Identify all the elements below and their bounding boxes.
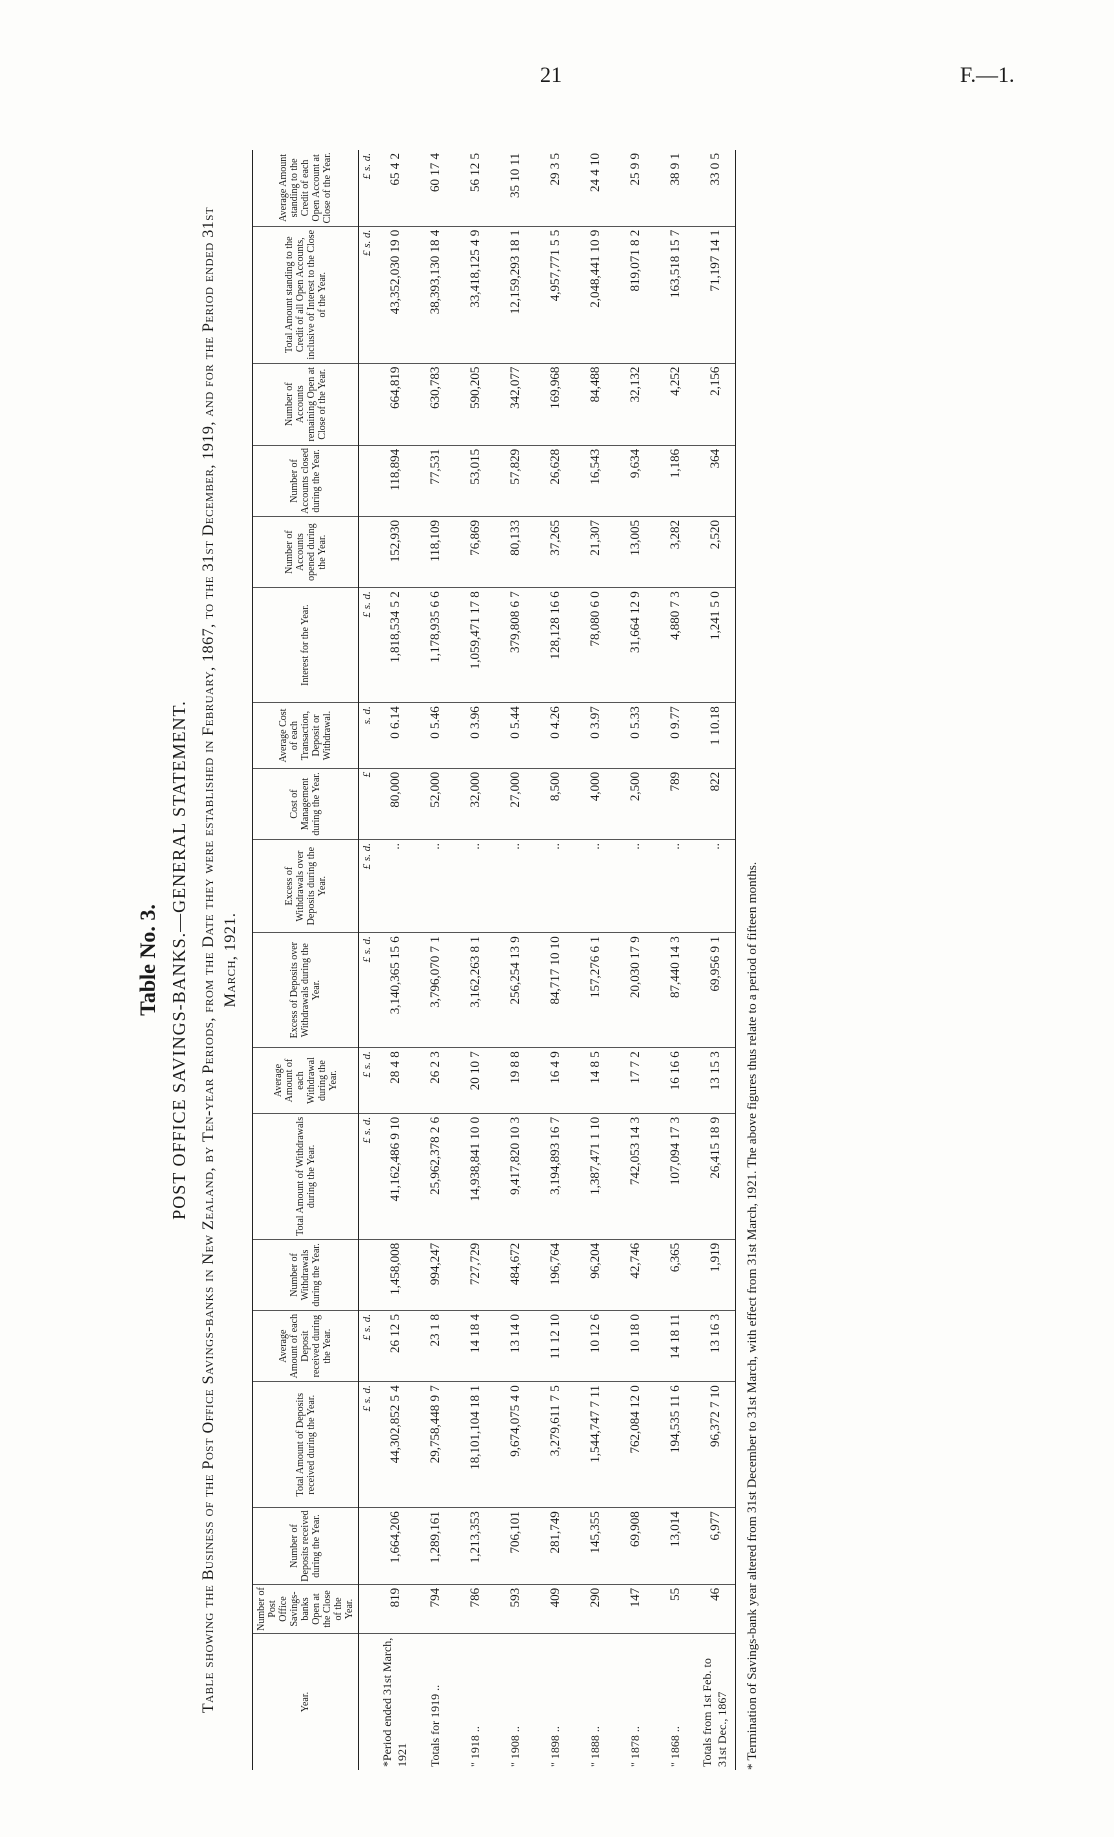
column-header: Year. <box>253 1634 359 1770</box>
unit-cell <box>359 517 376 588</box>
table-cell: 1,818,534 5 2 <box>375 588 415 703</box>
table-cell: 69,908 <box>615 1508 655 1585</box>
table-cell: 65 4 2 <box>375 150 415 226</box>
header-row <box>253 150 359 1770</box>
table-cell: 16 16 6 <box>655 1048 695 1114</box>
table-cell: 3,796,070 7 1 <box>415 933 455 1048</box>
table-cell: 0 3.97 <box>575 703 615 769</box>
table-cell: 409 <box>535 1584 575 1633</box>
table-cell: 379,808 6 7 <box>495 588 535 703</box>
table-cell: 32,132 <box>615 363 655 445</box>
table-cell: 32,000 <box>455 768 495 839</box>
table-cell: 4,957,771 5 5 <box>535 226 575 363</box>
table-cell: .. <box>415 840 455 933</box>
unit-cell <box>359 1634 376 1770</box>
table-cell: 9,674,075 4 0 <box>495 1382 535 1508</box>
table-row <box>415 150 455 1770</box>
column-header: Number of Post Office Savings-banks Open at the Close of the Year. <box>253 1584 359 1633</box>
unit-cell: s. d. <box>359 703 376 769</box>
table-cell: 0 4.26 <box>535 703 575 769</box>
table-cell: 13 16 3 <box>695 1311 736 1382</box>
table-cell: 16 4 9 <box>535 1048 575 1114</box>
table-cell: 742,053 14 3 <box>615 1113 655 1239</box>
table-cell: 364 <box>695 445 736 516</box>
table-cell: 819,071 8 2 <box>615 226 655 363</box>
table-cell: 163,518 15 7 <box>655 226 695 363</box>
table-number: Table No. 3. <box>135 904 160 1016</box>
table-cell: 593 <box>495 1584 535 1633</box>
column-header: Number of Deposits received during the Year. <box>253 1508 359 1585</box>
table-cell: 16,543 <box>575 445 615 516</box>
table-cell: 25 9 9 <box>615 150 655 226</box>
table-cell: 43,352,030 19 0 <box>375 226 415 363</box>
table-cell: 2,520 <box>695 517 736 588</box>
table-cell: 35 10 11 <box>495 150 535 226</box>
table-cell: .. <box>375 840 415 933</box>
table-cell: 590,205 <box>455 363 495 445</box>
table-cell: 994,247 <box>415 1239 455 1310</box>
table-cell: 3,282 <box>655 517 695 588</box>
table-row <box>375 150 415 1770</box>
table-cell: 78,080 6 0 <box>575 588 615 703</box>
table-cell: 14 18 11 <box>655 1311 695 1382</box>
table-cell: 169,968 <box>535 363 575 445</box>
table-cell: 41,162,486 9 10 <box>375 1113 415 1239</box>
table-cell: 52,000 <box>415 768 455 839</box>
table-cell: 0 5.33 <box>615 703 655 769</box>
table-cell: 664,819 <box>375 363 415 445</box>
savings-bank-table <box>252 150 736 1770</box>
table-cell: 26 12 5 <box>375 1311 415 1382</box>
table-cell: 4,880 7 3 <box>655 588 695 703</box>
table-cell: 33 0 5 <box>695 150 736 226</box>
table-cell: 14,938,841 10 0 <box>455 1113 495 1239</box>
column-header: Number of Accounts closed during the Year. <box>253 445 359 516</box>
unit-cell: £ <box>359 768 376 839</box>
table-cell: 13,014 <box>655 1508 695 1585</box>
table-cell: 794 <box>415 1584 455 1633</box>
unit-cell: £ s. d. <box>359 1048 376 1114</box>
table-cell: 9,634 <box>615 445 655 516</box>
table-cell: 20 10 7 <box>455 1048 495 1114</box>
table-row <box>615 150 655 1770</box>
table-cell: 6,365 <box>655 1239 695 1310</box>
table-cell: 23 1 8 <box>415 1311 455 1382</box>
row-label: " 1868 .. <box>667 1726 682 1767</box>
table-cell: .. <box>615 840 655 933</box>
table-cell: 6,977 <box>695 1508 736 1585</box>
table-cell: 1,289,161 <box>415 1508 455 1585</box>
table-cell: 4,252 <box>655 363 695 445</box>
table-row <box>575 150 615 1770</box>
table-cell: 21,307 <box>575 517 615 588</box>
table-cell: 10 12 6 <box>575 1311 615 1382</box>
unit-cell: £ s. d. <box>359 840 376 933</box>
table-cell: 3,162,263 8 1 <box>455 933 495 1048</box>
table-cell: 84,717 10 10 <box>535 933 575 1048</box>
table-cell: 822 <box>695 768 736 839</box>
table-cell: 14 8 5 <box>575 1048 615 1114</box>
column-header: Number of Withdrawals during the Year. <box>253 1239 359 1310</box>
table-cell: 1,186 <box>655 445 695 516</box>
table-cell: 9,417,820 10 3 <box>495 1113 535 1239</box>
table-cell: 77,531 <box>415 445 455 516</box>
table-cell: 20,030 17 9 <box>615 933 655 1048</box>
unit-cell <box>359 363 376 445</box>
table-cell: 56 12 5 <box>455 150 495 226</box>
table-cell: 1,458,008 <box>375 1239 415 1310</box>
footnote: * Termination of Savings-bank year altered from 31st December to 31st March, with effect from 31st March, 1921. The above figures thus relate to a period of fifteen months. <box>744 861 759 1770</box>
table-row <box>655 150 695 1770</box>
table-cell: 1,919 <box>695 1239 736 1310</box>
table-cell: 13,005 <box>615 517 655 588</box>
table-cell: 87,440 14 3 <box>655 933 695 1048</box>
table-cell: 10 18 0 <box>615 1311 655 1382</box>
column-header: Number of Accounts opened during the Year. <box>253 517 359 588</box>
table-cell: 19 8 8 <box>495 1048 535 1114</box>
table-cell: 55 <box>655 1584 695 1633</box>
table-cell: 38,393,130 18 4 <box>415 226 455 363</box>
table-cell: 0 3.96 <box>455 703 495 769</box>
table-cell: 46 <box>695 1584 736 1633</box>
table-cell: 128,128 16 6 <box>535 588 575 703</box>
unit-cell <box>359 1508 376 1585</box>
table-cell: 1,059,471 17 8 <box>455 588 495 703</box>
column-header: Average Amount of each Withdrawal during the Year. <box>253 1048 359 1114</box>
table-cell: 630,783 <box>415 363 455 445</box>
table-cell: 1,178,935 6 6 <box>415 588 455 703</box>
table-cell: 1,241 5 0 <box>695 588 736 703</box>
table-cell: 31,664 12 9 <box>615 588 655 703</box>
table-cell: 71,197 14 1 <box>695 226 736 363</box>
table-cell: .. <box>655 840 695 933</box>
row-label: *Period ended 31st March, 1921 <box>380 1637 409 1767</box>
table-cell: 60 17 4 <box>415 150 455 226</box>
table-cell: 27,000 <box>495 768 535 839</box>
unit-cell: £ s. d. <box>359 1113 376 1239</box>
table-row <box>455 150 495 1770</box>
table-description: Table showing the Business of the Post Office Savings-banks in New Zealand, by Ten-year Periods, from the Date they were established in February, 1867, to the 31st December, 1919, and for the Period ended 31st March, 1921. <box>200 206 239 1714</box>
table-cell: 26 2 3 <box>415 1048 455 1114</box>
unit-cell <box>359 1584 376 1633</box>
table-cell: 107,094 17 3 <box>655 1113 695 1239</box>
unit-cell: £ s. d. <box>359 1382 376 1508</box>
table-cell: 26,415 18 9 <box>695 1113 736 1239</box>
table-cell: 24 4 10 <box>575 150 615 226</box>
table-cell: 1 10.18 <box>695 703 736 769</box>
column-header: Total Amount of Withdrawals during the Year. <box>253 1113 359 1239</box>
table-cell: 118,894 <box>375 445 415 516</box>
column-header: Excess of Withdrawals over Deposits during the Year. <box>253 840 359 933</box>
table-cell: 786 <box>455 1584 495 1633</box>
rotated-table-block <box>135 150 1114 1770</box>
table-cell: 29,758,448 9 7 <box>415 1382 455 1508</box>
table-cell: 0 9.77 <box>655 703 695 769</box>
table-cell: 727,729 <box>455 1239 495 1310</box>
unit-cell: £ s. d. <box>359 933 376 1048</box>
column-header: Interest for the Year. <box>253 588 359 703</box>
page-code: F.—1. <box>960 62 1015 87</box>
table-cell: 1,213,353 <box>455 1508 495 1585</box>
column-header: Excess of Deposits over Withdrawals during the Year. <box>253 933 359 1048</box>
row-label: " 1918 .. <box>467 1726 482 1767</box>
table-cell: 26,628 <box>535 445 575 516</box>
table-cell: 3,279,611 7 5 <box>535 1382 575 1508</box>
table-cell: .. <box>575 840 615 933</box>
table-cell: 8,500 <box>535 768 575 839</box>
table-row <box>535 150 575 1770</box>
table-cell: 13 15 3 <box>695 1048 736 1114</box>
table-cell: 4,000 <box>575 768 615 839</box>
table-cell: 0 6.14 <box>375 703 415 769</box>
table-cell: 1,544,747 7 11 <box>575 1382 615 1508</box>
table-cell: 84,488 <box>575 363 615 445</box>
column-header: Average Amount of each Deposit received during the Year. <box>253 1311 359 1382</box>
table-cell: 256,254 13 9 <box>495 933 535 1048</box>
table-row <box>495 150 535 1770</box>
table-cell: 762,084 12 0 <box>615 1382 655 1508</box>
table-cell: 14 18 4 <box>455 1311 495 1382</box>
table-cell: 17 7 2 <box>615 1048 655 1114</box>
column-header: Cost of Management during the Year. <box>253 768 359 839</box>
table-cell: 0 5.46 <box>415 703 455 769</box>
table-cell: 11 12 10 <box>535 1311 575 1382</box>
table-cell: 44,302,852 5 4 <box>375 1382 415 1508</box>
table-cell: 96,372 7 10 <box>695 1382 736 1508</box>
table-cell: 53,015 <box>455 445 495 516</box>
column-header: Average Amount standing to the Credit of each Open Account at Close of the Year. <box>253 150 359 226</box>
table-cell: 0 5.44 <box>495 703 535 769</box>
table-cell: 2,500 <box>615 768 655 839</box>
table-cell: 152,930 <box>375 517 415 588</box>
table-cell: 42,746 <box>615 1239 655 1310</box>
unit-row <box>359 150 376 1770</box>
table-cell: .. <box>495 840 535 933</box>
table-cell: 196,764 <box>535 1239 575 1310</box>
column-header: Total Amount of Deposits received during the Year. <box>253 1382 359 1508</box>
unit-cell: £ s. d. <box>359 1311 376 1382</box>
unit-cell <box>359 1239 376 1310</box>
table-cell: 29 3 5 <box>535 150 575 226</box>
table-cell: 3,194,893 16 7 <box>535 1113 575 1239</box>
unit-cell: £ s. d. <box>359 150 376 226</box>
table-cell: 281,749 <box>535 1508 575 1585</box>
table-cell: 290 <box>575 1584 615 1633</box>
table-cell: 118,109 <box>415 517 455 588</box>
table-cell: 57,829 <box>495 445 535 516</box>
table-cell: 3,140,365 15 6 <box>375 933 415 1048</box>
table-cell: 157,276 6 1 <box>575 933 615 1048</box>
row-label: " 1898 .. <box>547 1726 562 1767</box>
table-cell: 37,265 <box>535 517 575 588</box>
column-header: Total Amount standing to the Credit of all Open Accounts, inclusive of Interest to the Close of the Year. <box>253 226 359 363</box>
row-label: Totals from 1st Feb. to 31st Dec., 1867 <box>695 1634 736 1770</box>
table-cell: 1,664,206 <box>375 1508 415 1585</box>
table-cell: .. <box>535 840 575 933</box>
table-cell: 2,048,441 10 9 <box>575 226 615 363</box>
table-cell: 12,159,293 18 1 <box>495 226 535 363</box>
table-cell: 484,672 <box>495 1239 535 1310</box>
table-cell: 38 9 1 <box>655 150 695 226</box>
table-cell: 80,133 <box>495 517 535 588</box>
table-cell: 96,204 <box>575 1239 615 1310</box>
table-cell: 342,077 <box>495 363 535 445</box>
table-cell: 706,101 <box>495 1508 535 1585</box>
unit-cell <box>359 445 376 516</box>
table-cell: 2,156 <box>695 363 736 445</box>
table-cell: 18,101,104 18 1 <box>455 1382 495 1508</box>
table-cell: 76,869 <box>455 517 495 588</box>
row-label: " 1888 .. <box>587 1726 602 1767</box>
table-row <box>695 150 736 1770</box>
row-label: " 1908 .. <box>507 1726 522 1767</box>
table-cell: 819 <box>375 1584 415 1633</box>
table-subtitle: POST OFFICE SAVINGS-BANKS.—GENERAL STATEMENT. <box>169 700 189 1220</box>
table-cell: 13 14 0 <box>495 1311 535 1382</box>
unit-cell: £ s. d. <box>359 226 376 363</box>
table-body <box>359 150 736 1770</box>
table-cell: 69,956 9 1 <box>695 933 736 1048</box>
table-cell: 80,000 <box>375 768 415 839</box>
page-number: 21 <box>540 62 562 87</box>
table-cell: .. <box>695 840 736 933</box>
table-cell: .. <box>455 840 495 933</box>
column-header: Number of Accounts remaining Open at Close of the Year. <box>253 363 359 445</box>
row-label: Totals for 1919 .. <box>427 1684 442 1767</box>
table-cell: 33,418,125 4 9 <box>455 226 495 363</box>
table-cell: 789 <box>655 768 695 839</box>
table-cell: 194,535 11 6 <box>655 1382 695 1508</box>
column-header: Average Cost of each Transaction, Deposit or Withdrawal. <box>253 703 359 769</box>
row-label: " 1878 .. <box>627 1726 642 1767</box>
table-cell: 1,387,471 1 10 <box>575 1113 615 1239</box>
table-cell: 28 4 8 <box>375 1048 415 1114</box>
table-cell: 145,355 <box>575 1508 615 1585</box>
table-cell: 147 <box>615 1584 655 1633</box>
unit-cell: £ s. d. <box>359 588 376 703</box>
table-cell: 25,962,378 2 6 <box>415 1113 455 1239</box>
